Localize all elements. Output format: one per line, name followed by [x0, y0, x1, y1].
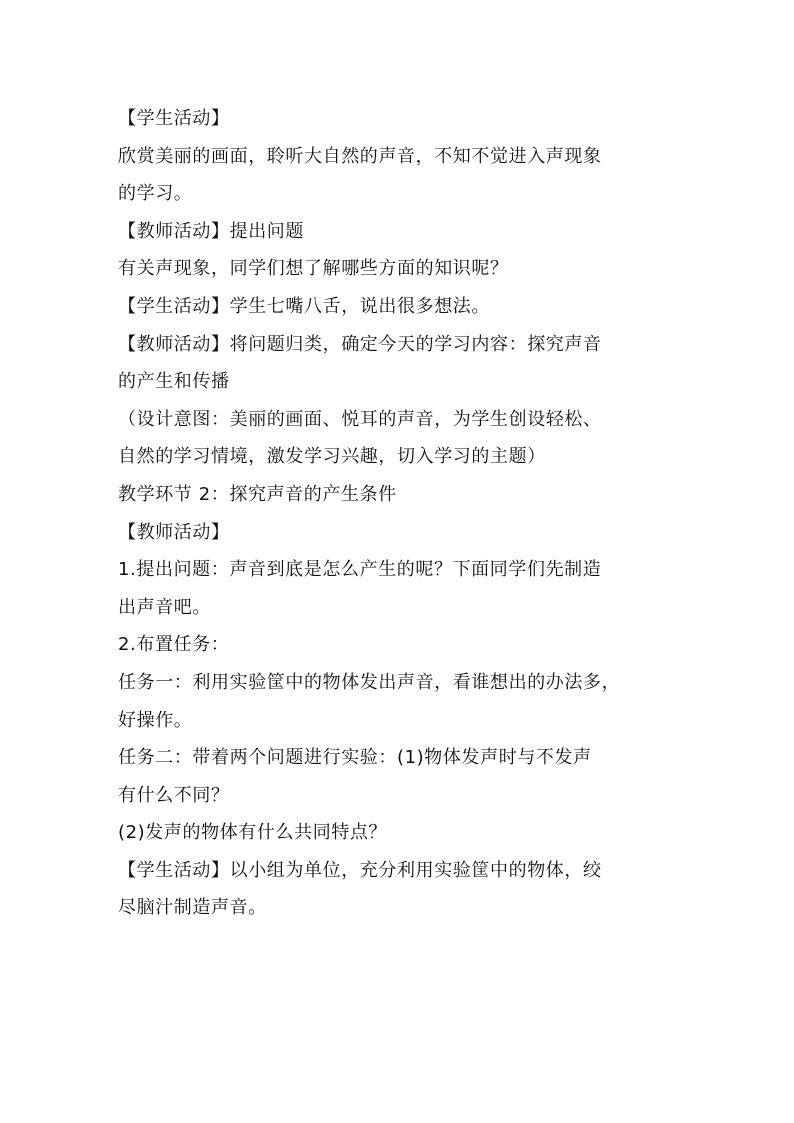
teaching-step-heading: 教学环节 2：探究声音的产生条件 [118, 483, 397, 505]
document-body [118, 100, 698, 927]
task-line: (2)发声的物体有什么共同特点？ [118, 822, 388, 844]
section-heading-student-activity: 【学生活动】学生七嘴八舌，说出很多想法。 [118, 295, 490, 317]
paragraph-line: 的学习。 [118, 183, 193, 205]
paragraph-line: 的产生和传播 [118, 371, 230, 393]
list-item-line: 1.提出问题：声音到底是怎么产生的呢？下面同学们先制造 [118, 559, 602, 581]
task-line: 有什么不同？ [118, 784, 230, 806]
section-heading-student-activity: 【学生活动】 [118, 108, 230, 129]
section-heading-student-activity: 【学生活动】以小组为单位，充分利用实验筐中的物体，绞 [118, 859, 602, 881]
paragraph-line: 有关声现象，同学们想了解哪些方面的知识呢？ [118, 258, 509, 280]
list-item-line: 2.布置任务： [118, 634, 230, 656]
section-heading-teacher-activity: 【教师活动】将问题归类，确定今天的学习内容：探究声音 [118, 333, 602, 355]
design-intent-line: （设计意图：美丽的画面、悦耳的声音，为学生创设轻松、 [118, 408, 602, 430]
paragraph-line: 尽脑汁制造声音。 [118, 897, 267, 919]
task-line: 好操作。 [118, 709, 193, 731]
list-item-line: 出声音吧。 [118, 596, 211, 618]
design-intent-line: 自然的学习情境，激发学习兴趣，切入学习的主题） [118, 446, 546, 468]
task-line: 任务二：带着两个问题进行实验：(1)物体发声时与不发声 [118, 747, 592, 769]
section-heading-teacher-activity: 【教师活动】 [118, 521, 230, 543]
task-line: 任务一：利用实验筐中的物体发出声音，看谁想出的办法多， [118, 671, 621, 693]
section-heading-teacher-activity: 【教师活动】提出问题 [118, 220, 304, 242]
paragraph-line: 欣赏美丽的画面，聆听大自然的声音，不知不觉进入声现象 [118, 145, 602, 167]
